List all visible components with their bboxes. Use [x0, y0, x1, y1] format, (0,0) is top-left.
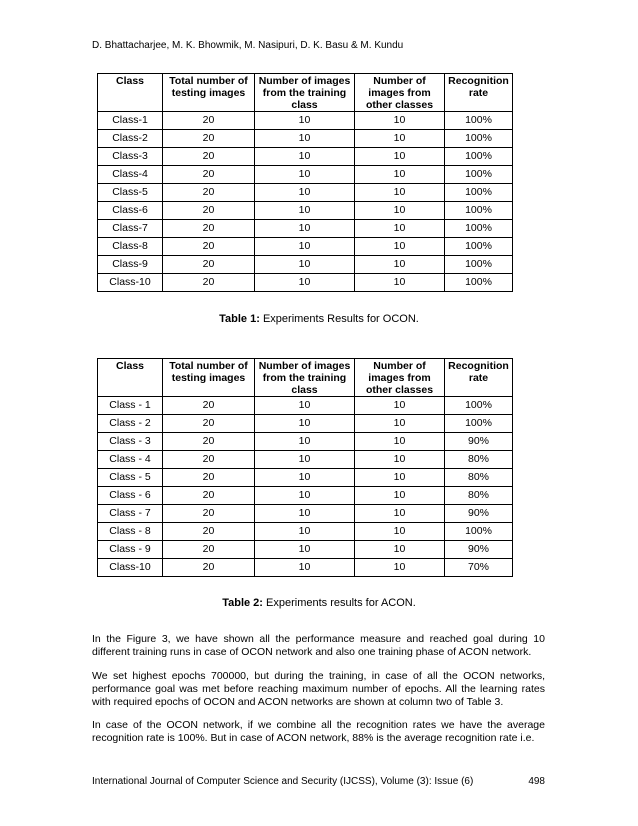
cell-class: Class - 2: [98, 415, 163, 433]
cell-other-classes: 10: [355, 397, 445, 415]
cell-total-testing: 20: [163, 451, 255, 469]
table-row: [98, 238, 513, 256]
cell-total-testing: 20: [163, 523, 255, 541]
cell-other-classes: 10: [355, 433, 445, 451]
table2-caption: [0, 597, 638, 609]
cell-training-class: 10: [255, 523, 355, 541]
table-row: [98, 559, 513, 577]
cell-class: Class - 6: [98, 487, 163, 505]
cell-training-class: 10: [255, 274, 355, 292]
table-row: [98, 451, 513, 469]
cell-other-classes: 10: [355, 523, 445, 541]
cell-class: Class-9: [98, 256, 163, 274]
cell-class: Class-1: [98, 112, 163, 130]
table-row: [98, 256, 513, 274]
cell-recognition-rate: 100%: [445, 202, 513, 220]
cell-class: Class - 9: [98, 541, 163, 559]
cell-total-testing: 20: [163, 130, 255, 148]
cell-training-class: 10: [255, 433, 355, 451]
table-ocon-results: [97, 73, 513, 292]
cell-total-testing: 20: [163, 415, 255, 433]
cell-total-testing: 20: [163, 559, 255, 577]
cell-other-classes: 10: [355, 451, 445, 469]
cell-training-class: 10: [255, 397, 355, 415]
cell-training-class: 10: [255, 130, 355, 148]
cell-total-testing: 20: [163, 238, 255, 256]
cell-other-classes: 10: [355, 541, 445, 559]
cell-training-class: 10: [255, 166, 355, 184]
cell-other-classes: 10: [355, 469, 445, 487]
cell-class: Class - 5: [98, 469, 163, 487]
table-row: [98, 415, 513, 433]
table-row: [98, 184, 513, 202]
cell-class: Class - 4: [98, 451, 163, 469]
cell-recognition-rate: 90%: [445, 433, 513, 451]
cell-class: Class - 7: [98, 505, 163, 523]
cell-class: Class-8: [98, 238, 163, 256]
cell-recognition-rate: 100%: [445, 130, 513, 148]
cell-other-classes: 10: [355, 238, 445, 256]
cell-total-testing: 20: [163, 112, 255, 130]
col-header-training-class: Number of images from the training class: [255, 74, 355, 112]
table-row: [98, 130, 513, 148]
cell-other-classes: 10: [355, 130, 445, 148]
cell-other-classes: 10: [355, 166, 445, 184]
table-row: [98, 148, 513, 166]
table-row: [98, 487, 513, 505]
cell-training-class: 10: [255, 541, 355, 559]
cell-other-classes: 10: [355, 256, 445, 274]
cell-class: Class-2: [98, 130, 163, 148]
cell-total-testing: 20: [163, 202, 255, 220]
cell-training-class: 10: [255, 256, 355, 274]
cell-training-class: 10: [255, 220, 355, 238]
col-header-class: Class: [98, 359, 163, 397]
cell-recognition-rate: 70%: [445, 559, 513, 577]
cell-recognition-rate: 100%: [445, 148, 513, 166]
cell-recognition-rate: 100%: [445, 184, 513, 202]
cell-total-testing: 20: [163, 220, 255, 238]
table1-caption-label: Table 1:: [219, 313, 260, 325]
cell-recognition-rate: 80%: [445, 469, 513, 487]
cell-training-class: 10: [255, 112, 355, 130]
cell-total-testing: 20: [163, 505, 255, 523]
cell-class: Class-10: [98, 274, 163, 292]
cell-class: Class-7: [98, 220, 163, 238]
cell-training-class: 10: [255, 415, 355, 433]
col-header-other-classes: Number of images from other classes: [355, 359, 445, 397]
table-acon-results: [97, 358, 513, 577]
cell-recognition-rate: 100%: [445, 256, 513, 274]
table1-caption: [0, 313, 638, 325]
page-number: 498: [528, 776, 545, 787]
cell-class: Class - 1: [98, 397, 163, 415]
cell-training-class: 10: [255, 487, 355, 505]
running-header: D. Bhattacharjee, M. K. Bhowmik, M. Nasipuri, D. K. Basu & M. Kundu: [92, 40, 404, 51]
cell-recognition-rate: 90%: [445, 541, 513, 559]
table-row: [98, 541, 513, 559]
cell-other-classes: 10: [355, 112, 445, 130]
cell-training-class: 10: [255, 148, 355, 166]
cell-recognition-rate: 100%: [445, 397, 513, 415]
col-header-recognition-rate: Recognition rate: [445, 74, 513, 112]
table-row: [98, 505, 513, 523]
table-row: [98, 523, 513, 541]
cell-recognition-rate: 100%: [445, 274, 513, 292]
table-row: [98, 112, 513, 130]
col-header-other-classes: Number of images from other classes: [355, 74, 445, 112]
footer-journal: International Journal of Computer Science and Security (IJCSS), Volume (3): Issue (6): [92, 776, 474, 787]
cell-other-classes: 10: [355, 148, 445, 166]
cell-total-testing: 20: [163, 469, 255, 487]
page-footer: [92, 776, 545, 787]
col-header-class: Class: [98, 74, 163, 112]
cell-training-class: 10: [255, 238, 355, 256]
col-header-total-testing: Total number of testing images: [163, 359, 255, 397]
cell-other-classes: 10: [355, 202, 445, 220]
cell-total-testing: 20: [163, 433, 255, 451]
table-row: [98, 202, 513, 220]
cell-class: Class-5: [98, 184, 163, 202]
table1-caption-text: Experiments Results for OCON.: [259, 313, 419, 325]
cell-other-classes: 10: [355, 505, 445, 523]
cell-training-class: 10: [255, 505, 355, 523]
cell-training-class: 10: [255, 451, 355, 469]
cell-total-testing: 20: [163, 166, 255, 184]
cell-recognition-rate: 100%: [445, 166, 513, 184]
col-header-training-class: Number of images from the training class: [255, 359, 355, 397]
cell-recognition-rate: 100%: [445, 415, 513, 433]
cell-training-class: 10: [255, 202, 355, 220]
cell-recognition-rate: 80%: [445, 487, 513, 505]
table-row: [98, 166, 513, 184]
paragraph-figure3: In the Figure 3, we have shown all the performance measure and reached goal during 10 different training runs in case of OCON network and also one training phase of ACON network.: [92, 633, 545, 658]
cell-recognition-rate: 100%: [445, 523, 513, 541]
cell-total-testing: 20: [163, 397, 255, 415]
cell-other-classes: 10: [355, 559, 445, 577]
table-row: [98, 469, 513, 487]
cell-class: Class - 3: [98, 433, 163, 451]
table-row: [98, 274, 513, 292]
col-header-recognition-rate: Recognition rate: [445, 359, 513, 397]
cell-total-testing: 20: [163, 184, 255, 202]
paragraph-average-rate: In case of the OCON network, if we combine all the recognition rates we have the average recognition rate is 100%. But in case of ACON network, 88% is the average recognition rate i.e.: [92, 719, 545, 744]
cell-total-testing: 20: [163, 541, 255, 559]
cell-training-class: 10: [255, 469, 355, 487]
cell-total-testing: 20: [163, 256, 255, 274]
cell-other-classes: 10: [355, 415, 445, 433]
cell-training-class: 10: [255, 184, 355, 202]
cell-recognition-rate: 100%: [445, 238, 513, 256]
cell-recognition-rate: 90%: [445, 505, 513, 523]
cell-recognition-rate: 80%: [445, 451, 513, 469]
cell-class: Class-10: [98, 559, 163, 577]
table-row: [98, 433, 513, 451]
cell-total-testing: 20: [163, 274, 255, 292]
cell-total-testing: 20: [163, 148, 255, 166]
cell-recognition-rate: 100%: [445, 220, 513, 238]
cell-recognition-rate: 100%: [445, 112, 513, 130]
cell-total-testing: 20: [163, 487, 255, 505]
cell-other-classes: 10: [355, 274, 445, 292]
paragraph-epochs: We set highest epochs 700000, but during the training, in case of all the OCON networks, performance goal was met before reaching maximum number of epochs. All the learning rates with required epochs of OCON and ACON networks are shown at column two of Table 3.: [92, 670, 545, 708]
cell-other-classes: 10: [355, 220, 445, 238]
table-header-row: [98, 74, 513, 112]
col-header-total-testing: Total number of testing images: [163, 74, 255, 112]
table2-caption-label: Table 2:: [222, 597, 263, 609]
table-row: [98, 397, 513, 415]
cell-other-classes: 10: [355, 184, 445, 202]
cell-other-classes: 10: [355, 487, 445, 505]
cell-training-class: 10: [255, 559, 355, 577]
cell-class: Class-4: [98, 166, 163, 184]
cell-class: Class-6: [98, 202, 163, 220]
table2-caption-text: Experiments results for ACON.: [262, 597, 416, 609]
cell-class: Class-3: [98, 148, 163, 166]
table-row: [98, 220, 513, 238]
cell-class: Class - 8: [98, 523, 163, 541]
table-header-row: [98, 359, 513, 397]
